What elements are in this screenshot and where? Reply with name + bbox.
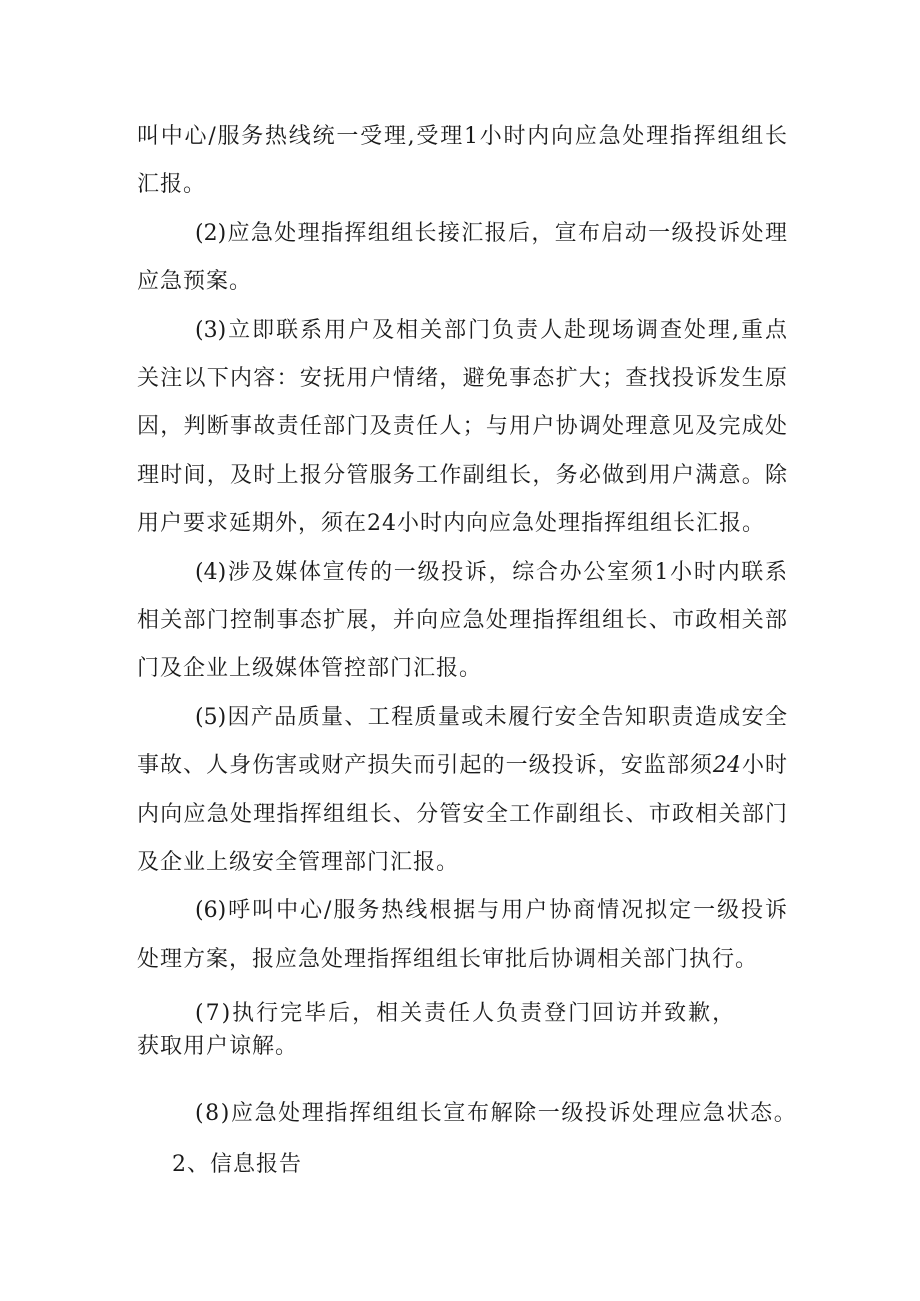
paragraph-line: 处理方案，报应急处理指挥组组长审批后协调相关部门执行。 — [137, 947, 759, 972]
paragraph-line: 理时间，及时上报分管服务工作副组长，务必做到用户满意。除 — [137, 463, 787, 488]
paragraph-line: 用户要求延期外，须在24小时内向应急处理指挥组组长汇报。 — [137, 511, 765, 536]
paragraph-line: 门及企业上级媒体管控部门汇报。 — [137, 656, 483, 681]
paragraph-line: 及企业上级安全管理部门汇报。 — [137, 850, 460, 875]
paragraph-line: 获取用户谅解。 — [137, 1034, 299, 1059]
paragraph-line: 汇报。 — [137, 172, 207, 197]
paragraph-line: (4)涉及媒体宣传的一级投诉，综合办公室须1小时内联系 — [195, 560, 787, 585]
paragraph-line: 内向应急处理指挥组组长、分管安全工作副组长、市政相关部门 — [137, 802, 787, 827]
line-segment: 事故、人身伤害或财产损失而引起的一级投诉，安监部须 — [137, 753, 713, 778]
paragraph-line — [137, 751, 787, 781]
paragraph-line: (6)呼叫中心/服务热线根据与用户协商情况拟定一级投诉 — [195, 898, 787, 923]
italic-number: 24 — [712, 753, 741, 778]
paragraph-line: 因，判断事故责任部门及责任人；与用户协调处理意见及完成处 — [137, 414, 787, 439]
paragraph-line: (2)应急处理指挥组组长接汇报后，宣布启动一级投诉处理 — [195, 221, 787, 246]
paragraph-line: (7)执行完毕后，相关责任人负责登门回访并致歉， — [195, 1001, 737, 1026]
line-segment: 小时 — [740, 753, 787, 778]
paragraph-line: (5)因产品质量、工程质量或未履行安全告知职责造成安全 — [195, 705, 787, 730]
paragraph-line: (3)立即联系用户及相关部门负责人赴现场调查处理,重点 — [195, 318, 787, 343]
paragraph-line: 关注以下内容：安抚用户情绪，避免事态扩大；查找投诉发生原 — [137, 366, 787, 391]
paragraph-line: 叫中心/服务热线统一受理,受理1小时内向应急处理指挥组组长 — [137, 124, 787, 149]
section-heading: 2、信息报告 — [172, 1152, 302, 1177]
paragraph-line: 应急预案。 — [137, 269, 253, 294]
paragraph-line: 相关部门控制事态扩展，并向应急处理指挥组组长、市政相关部 — [137, 608, 787, 633]
paragraph-line: (8)应急处理指挥组组长宣布解除一级投诉处理应急状态。 — [195, 1101, 798, 1126]
